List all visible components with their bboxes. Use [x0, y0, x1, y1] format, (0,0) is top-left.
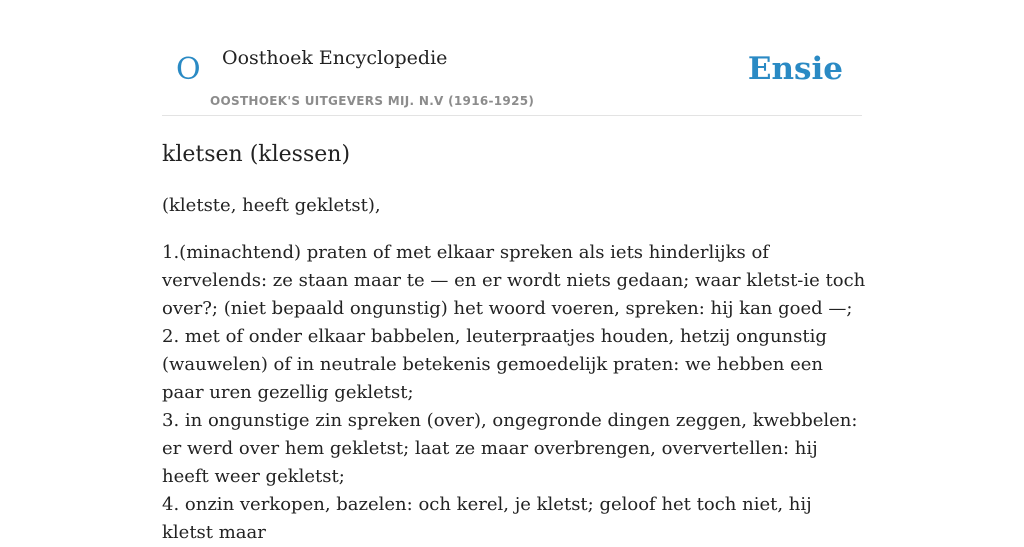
definitions-list: [162, 239, 866, 547]
definition-item: 4. onzin verkopen, bazelen: och kerel, je kletst; geloof het toch niet, hij kletst maar: [162, 494, 812, 543]
ensie-brand-logo[interactable]: Ensie: [747, 51, 843, 87]
definition-item: 1.(minachtend) praten of met elkaar spreken als iets hinderlijks of vervelends: ze staan maar te — en er wordt niets gedaan; waar kletst-ie toch over?; (niet bepaald ongunstig) het woord voeren, spreken: hij kan goed —;: [162, 242, 866, 319]
definition-item: 2. met of onder elkaar babbelen, leuterpraatjes houden, hetzij ongunstig (wauwelen) of in neutrale betekenis gemoedelijk praten: we hebben een paar uren gezellig gekletst;: [162, 326, 827, 403]
entry-forms: (kletste, heeft gekletst),: [162, 195, 381, 216]
source-logo[interactable]: O: [176, 52, 201, 87]
source-header: [162, 0, 862, 116]
page-container: [162, 0, 866, 543]
entry-title: kletsen (klessen): [162, 142, 351, 167]
definition-item: 3. in ongunstige zin spreken (over), ongegronde dingen zeggen, kwebbelen: er werd over hem gekletst; laat ze maar overbrengen, oververtellen: hij heeft weer gekletst;: [162, 410, 858, 487]
source-title[interactable]: Oosthoek Encyclopedie: [222, 47, 448, 69]
source-subtitle: OOSTHOEK'S UITGEVERS MIJ. N.V (1916-1925): [210, 94, 535, 108]
